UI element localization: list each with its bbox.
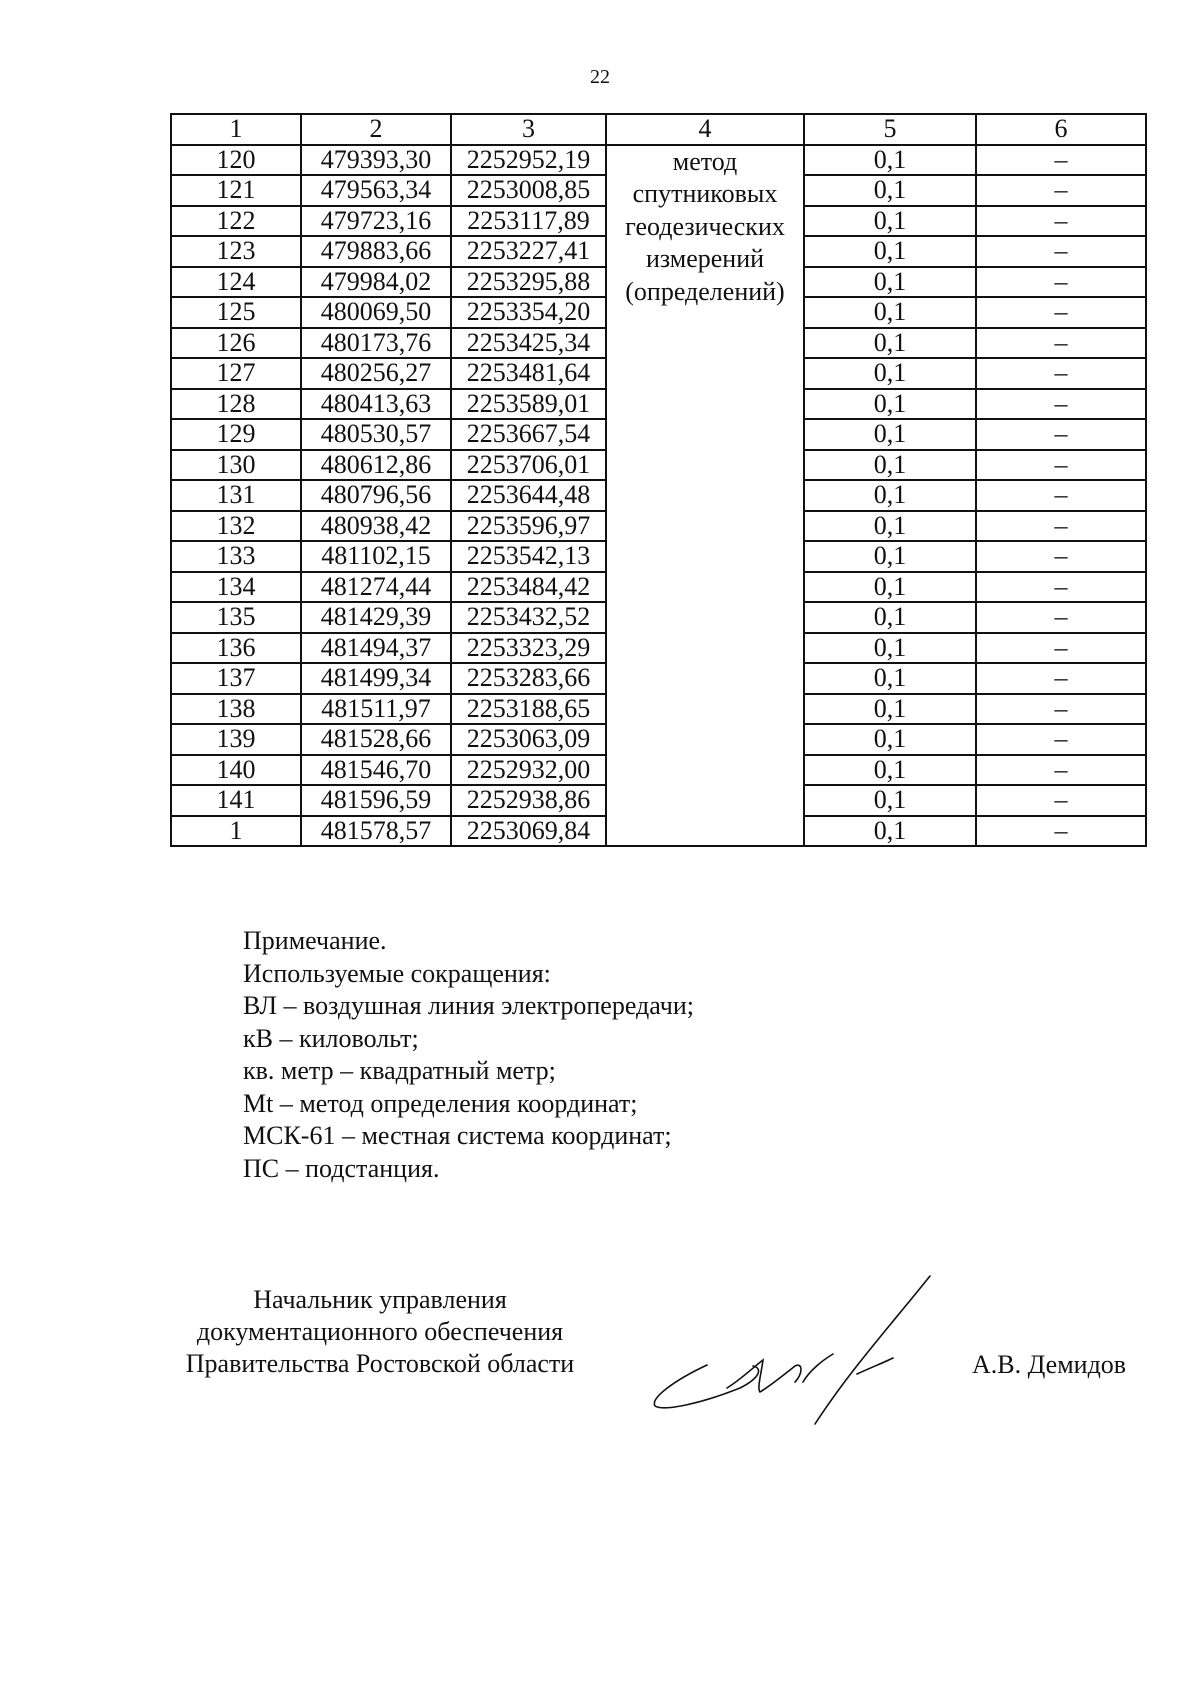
coordinate-x-cell: 479883,66	[301, 236, 451, 267]
signer-name: А.В. Демидов	[972, 1350, 1127, 1379]
coordinate-x-cell: 481596,59	[301, 785, 451, 816]
coordinate-x-cell: 480530,57	[301, 419, 451, 450]
note-cell: –	[976, 755, 1146, 786]
point-number-cell: 121	[171, 175, 301, 206]
header-col-2: 2	[301, 114, 451, 145]
note-cell: –	[976, 419, 1146, 450]
header-col-4: 4	[606, 114, 804, 145]
table-body	[171, 145, 1146, 847]
accuracy-cell: 0,1	[804, 633, 976, 664]
accuracy-cell: 0,1	[804, 175, 976, 206]
accuracy-cell: 0,1	[804, 450, 976, 481]
header-col-6: 6	[976, 114, 1146, 145]
method-line: измерений	[645, 244, 765, 273]
coordinate-y-cell: 2253425,34	[451, 328, 606, 359]
note-cell: –	[976, 572, 1146, 603]
coordinate-y-cell: 2253706,01	[451, 450, 606, 481]
note-cell: –	[976, 633, 1146, 664]
note-cell: –	[976, 328, 1146, 359]
note-cell: –	[976, 785, 1146, 816]
note-cell: –	[976, 450, 1146, 481]
coordinate-y-cell: 2253063,09	[451, 724, 606, 755]
coordinate-y-cell: 2253069,84	[451, 816, 606, 847]
accuracy-cell: 0,1	[804, 358, 976, 389]
accuracy-cell: 0,1	[804, 511, 976, 542]
coordinate-y-cell: 2253188,65	[451, 694, 606, 725]
abbreviation-item: кв. метр – квадратный метр;	[243, 1056, 556, 1085]
point-number-cell: 125	[171, 297, 301, 328]
accuracy-cell: 0,1	[804, 297, 976, 328]
coordinate-y-cell: 2253008,85	[451, 175, 606, 206]
note-cell: –	[976, 816, 1146, 847]
coordinate-y-cell: 2253295,88	[451, 267, 606, 298]
point-number-cell: 120	[171, 145, 301, 176]
accuracy-cell: 0,1	[804, 724, 976, 755]
coordinate-x-cell: 479984,02	[301, 267, 451, 298]
accuracy-cell: 0,1	[804, 572, 976, 603]
coordinate-x-cell: 479393,30	[301, 145, 451, 176]
note-cell: –	[976, 175, 1146, 206]
abbreviation-item: ВЛ – воздушная линия электропередачи;	[243, 991, 694, 1020]
coordinate-x-cell: 481494,37	[301, 633, 451, 664]
coordinates-table	[170, 113, 1147, 847]
point-number-cell: 140	[171, 755, 301, 786]
accuracy-cell: 0,1	[804, 816, 976, 847]
coordinate-y-cell: 2253667,54	[451, 419, 606, 450]
page-number: 22	[590, 66, 610, 88]
point-number-cell: 137	[171, 663, 301, 694]
notes-section	[243, 925, 694, 1185]
table-header-row	[171, 114, 1146, 145]
header-col-5: 5	[804, 114, 976, 145]
note-cell: –	[976, 724, 1146, 755]
accuracy-cell: 0,1	[804, 541, 976, 572]
notes-subtitle: Используемые сокращения:	[243, 958, 551, 988]
point-number-cell: 127	[171, 358, 301, 389]
accuracy-cell: 0,1	[804, 694, 976, 725]
abbreviation-item: кВ – киловольт;	[243, 1023, 419, 1053]
coordinate-y-cell: 2253589,01	[451, 389, 606, 420]
coordinate-y-cell: 2253283,66	[451, 663, 606, 694]
coordinate-x-cell: 481528,66	[301, 724, 451, 755]
coordinate-x-cell: 481511,97	[301, 694, 451, 725]
coordinate-y-cell: 2253323,29	[451, 633, 606, 664]
point-number-cell: 141	[171, 785, 301, 816]
method-line: (определений)	[625, 276, 785, 306]
coordinate-x-cell: 479723,16	[301, 206, 451, 237]
note-cell: –	[976, 358, 1146, 389]
coordinate-x-cell: 479563,34	[301, 175, 451, 206]
accuracy-cell: 0,1	[804, 602, 976, 633]
point-number-cell: 1	[171, 816, 301, 847]
point-number-cell: 136	[171, 633, 301, 664]
point-number-cell: 133	[171, 541, 301, 572]
point-number-cell: 138	[171, 694, 301, 725]
point-number-cell: 130	[171, 450, 301, 481]
accuracy-cell: 0,1	[804, 785, 976, 816]
accuracy-cell: 0,1	[804, 267, 976, 298]
coordinate-y-cell: 2253542,13	[451, 541, 606, 572]
point-number-cell: 132	[171, 511, 301, 542]
point-number-cell: 123	[171, 236, 301, 267]
coordinate-x-cell: 480796,56	[301, 480, 451, 511]
coordinate-x-cell: 481546,70	[301, 755, 451, 786]
coordinate-x-cell: 480938,42	[301, 511, 451, 542]
note-cell: –	[976, 511, 1146, 542]
handwritten-signature	[645, 1270, 935, 1430]
method-line: метод	[672, 146, 738, 176]
note-cell: –	[976, 480, 1146, 511]
point-number-cell: 122	[171, 206, 301, 237]
notes-title: Примечание.	[243, 926, 387, 955]
method-line: геодезических	[625, 211, 785, 241]
coordinate-y-cell: 2252938,86	[451, 785, 606, 816]
coordinate-y-cell: 2253117,89	[451, 206, 606, 237]
note-cell: –	[976, 389, 1146, 420]
accuracy-cell: 0,1	[804, 328, 976, 359]
note-cell: –	[976, 663, 1146, 694]
coordinate-x-cell: 481499,34	[301, 663, 451, 694]
point-number-cell: 139	[171, 724, 301, 755]
coordinate-y-cell: 2253484,42	[451, 572, 606, 603]
note-cell: –	[976, 541, 1146, 572]
accuracy-cell: 0,1	[804, 389, 976, 420]
coordinate-y-cell: 2253354,20	[451, 297, 606, 328]
header-col-3: 3	[451, 114, 606, 145]
coordinate-y-cell: 2253644,48	[451, 480, 606, 511]
table-row	[171, 145, 1146, 176]
accuracy-cell: 0,1	[804, 236, 976, 267]
signatory-position-line: документационного обеспечения	[196, 1317, 564, 1346]
point-number-cell: 128	[171, 389, 301, 420]
coordinate-y-cell: 2252932,00	[451, 755, 606, 786]
header-col-1: 1	[171, 114, 301, 145]
abbreviation-item: ПС – подстанция.	[243, 1153, 440, 1183]
coordinate-x-cell: 480612,86	[301, 450, 451, 481]
abbreviation-item: МСК-61 – местная система координат;	[243, 1121, 672, 1150]
point-number-cell: 131	[171, 480, 301, 511]
accuracy-cell: 0,1	[804, 206, 976, 237]
coordinate-y-cell: 2253596,97	[451, 511, 606, 542]
signatory-position-line: Начальник управления	[253, 1285, 507, 1314]
abbreviation-item: Mt – метод определения координат;	[243, 1088, 638, 1118]
coordinate-y-cell: 2252952,19	[451, 145, 606, 176]
note-cell: –	[976, 267, 1146, 298]
note-cell: –	[976, 602, 1146, 633]
signatory-position-line: Правительства Ростовской области	[185, 1349, 575, 1378]
accuracy-cell: 0,1	[804, 663, 976, 694]
coordinate-x-cell: 480173,76	[301, 328, 451, 359]
coordinate-y-cell: 2253481,64	[451, 358, 606, 389]
note-cell: –	[976, 206, 1146, 237]
note-cell: –	[976, 297, 1146, 328]
coordinate-x-cell: 481429,39	[301, 602, 451, 633]
accuracy-cell: 0,1	[804, 419, 976, 450]
signatory-position	[150, 1284, 610, 1380]
note-cell: –	[976, 694, 1146, 725]
coordinate-y-cell: 2253432,52	[451, 602, 606, 633]
accuracy-cell: 0,1	[804, 755, 976, 786]
coordinate-x-cell: 481578,57	[301, 816, 451, 847]
method-cell	[606, 145, 804, 847]
accuracy-cell: 0,1	[804, 145, 976, 176]
coordinate-x-cell: 480413,63	[301, 389, 451, 420]
coordinate-x-cell: 481102,15	[301, 541, 451, 572]
note-cell: –	[976, 236, 1146, 267]
point-number-cell: 126	[171, 328, 301, 359]
coordinate-y-cell: 2253227,41	[451, 236, 606, 267]
method-line: спутниковых	[632, 179, 778, 208]
coordinate-x-cell: 480069,50	[301, 297, 451, 328]
point-number-cell: 135	[171, 602, 301, 633]
note-cell: –	[976, 145, 1146, 176]
coordinate-x-cell: 481274,44	[301, 572, 451, 603]
point-number-cell: 124	[171, 267, 301, 298]
point-number-cell: 134	[171, 572, 301, 603]
accuracy-cell: 0,1	[804, 480, 976, 511]
point-number-cell: 129	[171, 419, 301, 450]
coordinate-x-cell: 480256,27	[301, 358, 451, 389]
